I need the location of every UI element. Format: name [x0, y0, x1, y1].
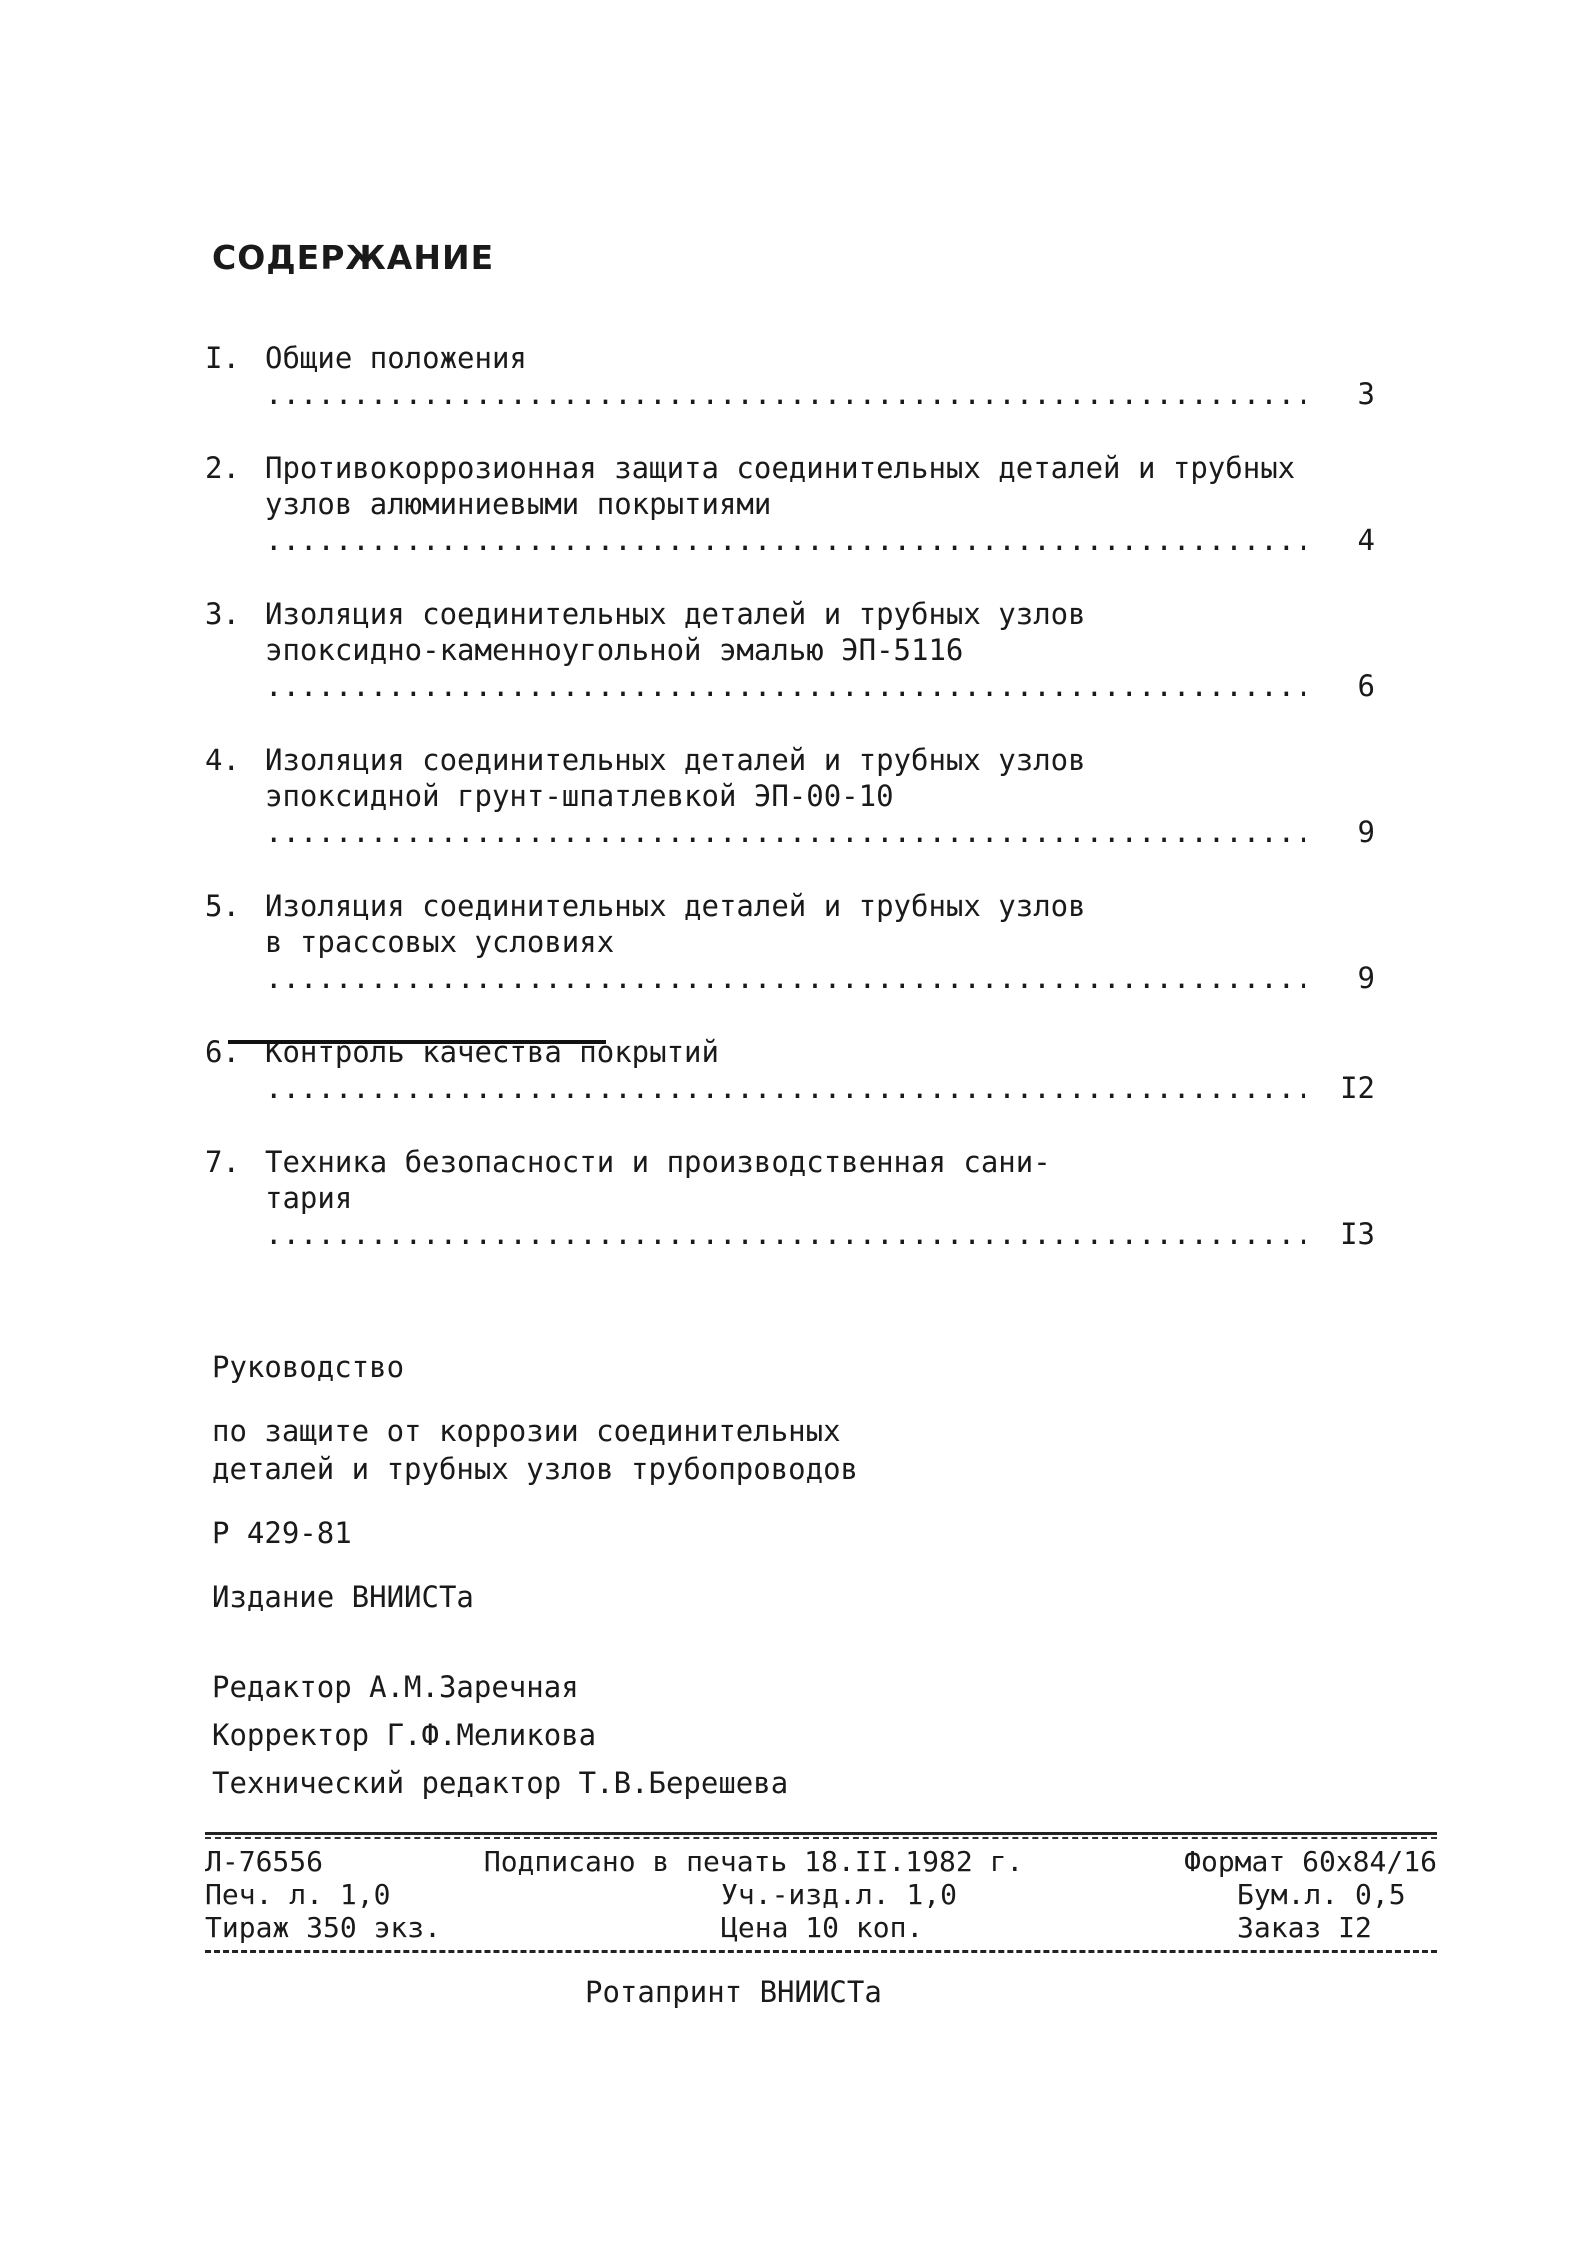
- toc-page: 4: [1357, 523, 1375, 557]
- circulation: Тираж 350 экз.: [205, 1911, 442, 1944]
- toc-number: 6.: [205, 1035, 240, 1069]
- toc-number: 5.: [205, 889, 240, 923]
- toc-number: 4.: [205, 743, 240, 777]
- toc-title: Контроль качества покрытий .....: [265, 1034, 1305, 1106]
- toc-number: 3.: [205, 597, 240, 631]
- editor: Редактор А.М.Заречная: [212, 1670, 579, 1704]
- toc-item: [205, 596, 1375, 704]
- imprint-row: [205, 1845, 1437, 1878]
- colophon: [212, 1348, 858, 1802]
- imprint-row: [205, 1911, 1437, 1944]
- order-number: Заказ I2: [1237, 1911, 1372, 1944]
- document-code: Р 429-81: [212, 1516, 352, 1550]
- toc-number: 2.: [205, 451, 240, 485]
- toc-title: Изоляция соединительных деталей и трубных узлов эпоксидной грунт-шпатлевкой ЭП-00-10 .....: [265, 742, 1305, 850]
- imprint-row: [205, 1878, 1437, 1911]
- order-id: Л-76556: [205, 1845, 324, 1878]
- divider: [205, 1832, 1437, 1835]
- technical-editor: Технический редактор Т.В.Берешева: [212, 1766, 789, 1800]
- publisher: Издание ВНИИСТа: [212, 1580, 474, 1614]
- toc-title: Изоляция соединительных деталей и трубных узлов в трассовых условиях .....: [265, 888, 1305, 996]
- price: Цена 10 коп.: [721, 1911, 924, 1944]
- print-sheets: Печ. л. 1,0: [205, 1878, 391, 1911]
- divider: [205, 1950, 1437, 1953]
- toc-number: I.: [205, 341, 240, 375]
- page-title: СОДЕРЖАНИЕ: [212, 238, 495, 277]
- imprint-block: [205, 1832, 1437, 1953]
- toc-item: [205, 450, 1375, 558]
- table-of-contents: [205, 340, 1375, 1290]
- divider: [205, 1837, 1437, 1839]
- paper-sheets: Бум.л. 0,5: [1237, 1878, 1406, 1911]
- toc-item: [205, 1144, 1375, 1252]
- toc-title: Техника безопасности и производственная сани- тария .....: [265, 1144, 1305, 1252]
- toc-page: 9: [1357, 815, 1375, 849]
- divider: [228, 1040, 606, 1044]
- toc-title: Изоляция соединительных деталей и трубных узлов эпоксидно-каменноугольной эмалью ЭП-5116 .....: [265, 596, 1305, 704]
- toc-page: 6: [1357, 669, 1375, 703]
- toc-item: [205, 888, 1375, 996]
- document-subtitle-line-2: деталей и трубных узлов трубопроводов: [212, 1452, 859, 1486]
- printing-house: Ротапринт ВНИИСТа: [585, 1975, 882, 2009]
- toc-page: I2: [1340, 1071, 1375, 1105]
- toc-number: 7.: [205, 1145, 240, 1179]
- document-title: Руководство: [212, 1350, 405, 1384]
- toc-page: 9: [1357, 961, 1375, 995]
- toc-title: Противокоррозионная защита соединительных деталей и трубных узлов алюминиевыми покрытиями .....: [265, 450, 1305, 558]
- corrector: Корректор Г.Ф.Меликова: [212, 1718, 597, 1752]
- publishing-sheets: Уч.-изд.л. 1,0: [721, 1878, 958, 1911]
- document-subtitle-line-1: по защите от коррозии соединительных: [212, 1414, 841, 1448]
- toc-item: [205, 340, 1375, 412]
- toc-item: [205, 742, 1375, 850]
- signed-date: Подписано в печать 18.II.1982 г.: [483, 1845, 1024, 1878]
- toc-item: [205, 1034, 1375, 1106]
- toc-page: I3: [1340, 1217, 1375, 1251]
- toc-title: Общие положения .....: [265, 340, 1305, 412]
- toc-page: 3: [1357, 377, 1375, 411]
- format: Формат 60х84/16: [1184, 1845, 1437, 1878]
